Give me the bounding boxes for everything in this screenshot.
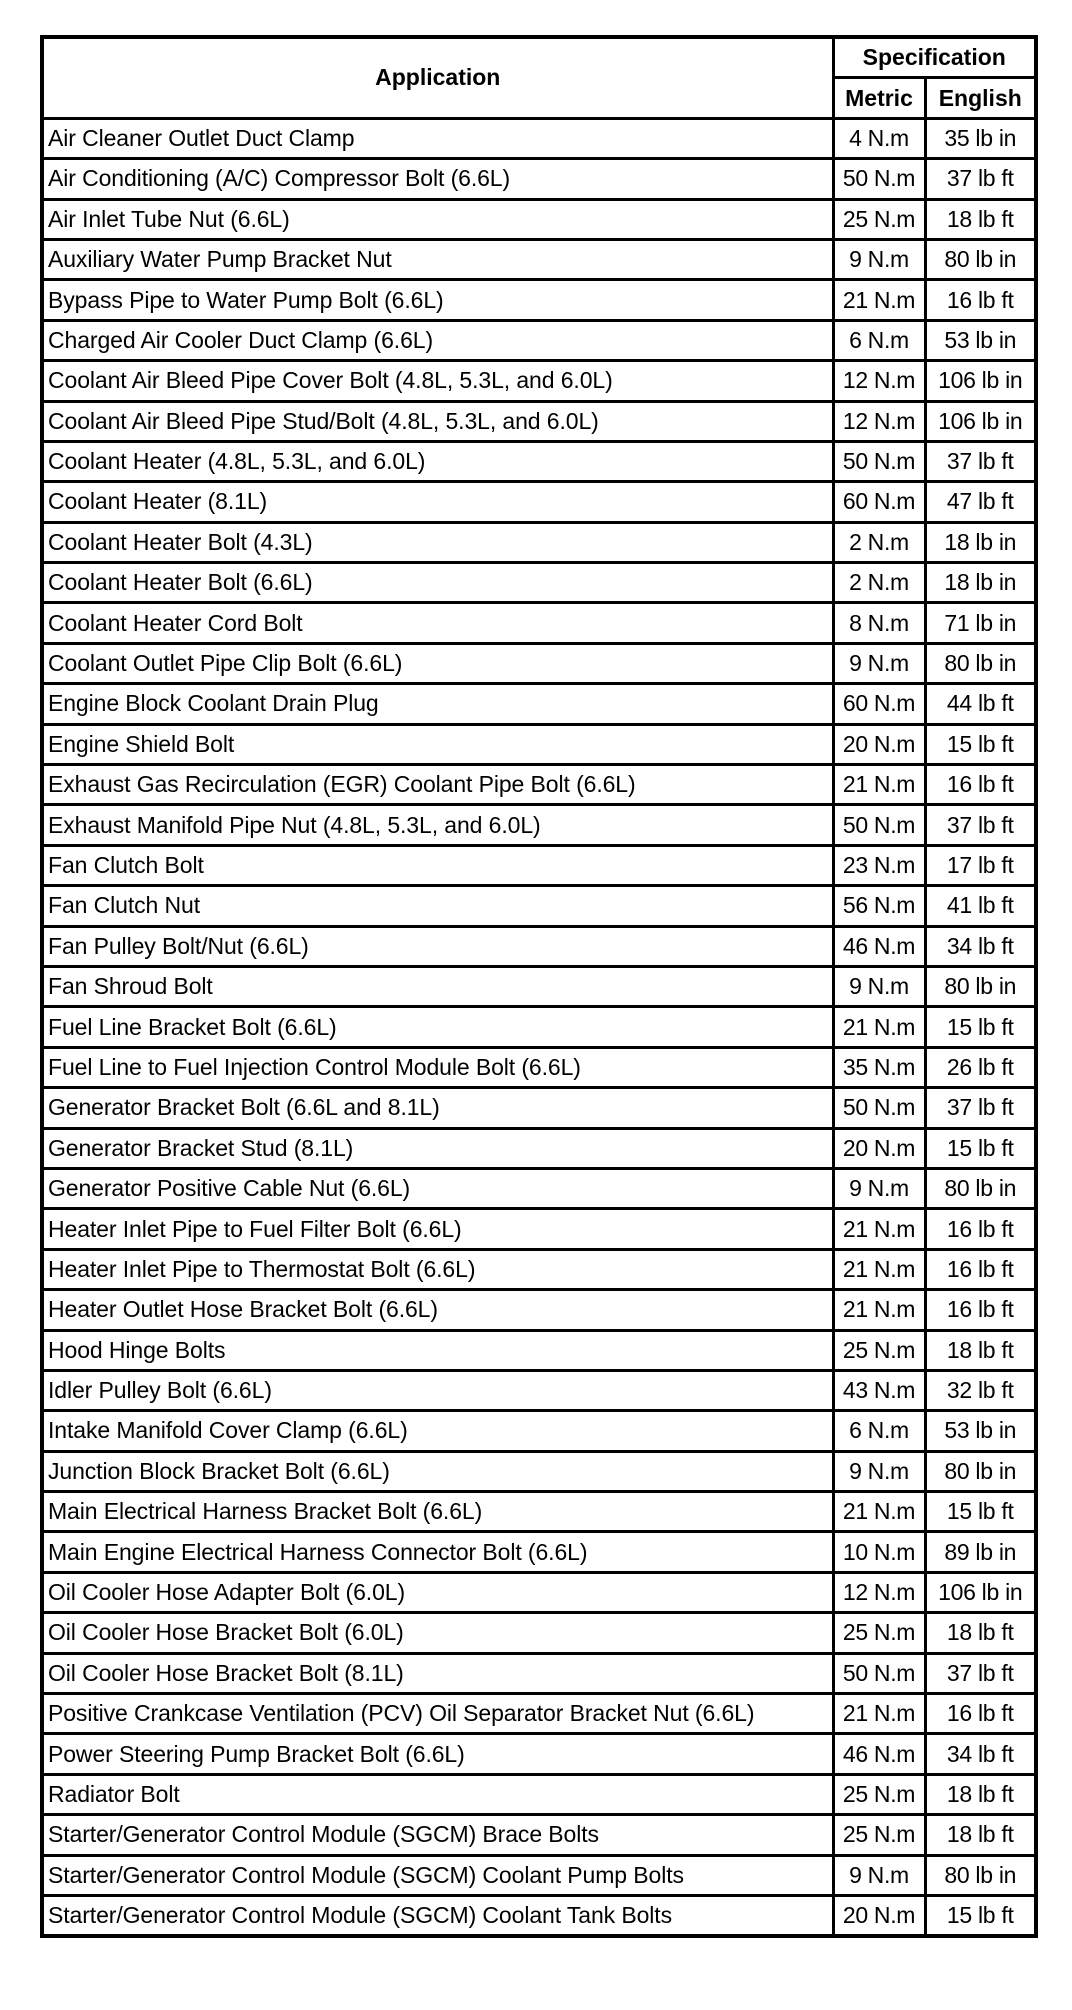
table-row <box>42 886 1036 926</box>
application-cell: Engine Block Coolant Drain Plug <box>42 684 833 724</box>
english-cell: 15 lb ft <box>925 1492 1036 1532</box>
application-cell: Fan Clutch Bolt <box>42 845 833 885</box>
english-cell: 80 lb in <box>925 1855 1036 1895</box>
application-cell: Hood Hinge Bolts <box>42 1330 833 1370</box>
metric-cell: 9 N.m <box>833 966 925 1006</box>
metric-cell: 35 N.m <box>833 1047 925 1087</box>
english-cell: 32 lb ft <box>925 1370 1036 1410</box>
table-row <box>42 845 1036 885</box>
torque-spec-table <box>40 35 1038 1938</box>
metric-cell: 12 N.m <box>833 1572 925 1612</box>
metric-cell: 50 N.m <box>833 159 925 199</box>
application-cell: Starter/Generator Control Module (SGCM) Coolant Pump Bolts <box>42 1855 833 1895</box>
english-cell: 26 lb ft <box>925 1047 1036 1087</box>
english-cell: 18 lb ft <box>925 199 1036 239</box>
english-cell: 37 lb ft <box>925 159 1036 199</box>
application-cell: Engine Shield Bolt <box>42 724 833 764</box>
table-row <box>42 1330 1036 1370</box>
metric-cell: 9 N.m <box>833 643 925 683</box>
metric-cell: 2 N.m <box>833 522 925 562</box>
english-cell: 53 lb in <box>925 1411 1036 1451</box>
application-cell: Fan Clutch Nut <box>42 886 833 926</box>
header-row-top <box>42 37 1036 78</box>
english-cell: 35 lb in <box>925 118 1036 158</box>
metric-cell: 21 N.m <box>833 280 925 320</box>
metric-cell: 50 N.m <box>833 1088 925 1128</box>
application-cell: Coolant Air Bleed Pipe Stud/Bolt (4.8L, 5.3L, and 6.0L) <box>42 401 833 441</box>
metric-cell: 6 N.m <box>833 320 925 360</box>
table-row <box>42 1047 1036 1087</box>
application-cell: Fan Pulley Bolt/Nut (6.6L) <box>42 926 833 966</box>
metric-cell: 20 N.m <box>833 1895 925 1936</box>
header-metric: Metric <box>833 78 925 118</box>
metric-cell: 46 N.m <box>833 926 925 966</box>
english-cell: 18 lb ft <box>925 1330 1036 1370</box>
application-cell: Oil Cooler Hose Adapter Bolt (6.0L) <box>42 1572 833 1612</box>
application-cell: Main Electrical Harness Bracket Bolt (6.6L) <box>42 1492 833 1532</box>
table-row <box>42 401 1036 441</box>
english-cell: 18 lb ft <box>925 1815 1036 1855</box>
table-row <box>42 441 1036 481</box>
table-row <box>42 765 1036 805</box>
english-cell: 37 lb ft <box>925 805 1036 845</box>
metric-cell: 56 N.m <box>833 886 925 926</box>
table-row <box>42 926 1036 966</box>
table-row <box>42 522 1036 562</box>
metric-cell: 50 N.m <box>833 805 925 845</box>
english-cell: 80 lb in <box>925 643 1036 683</box>
application-cell: Generator Positive Cable Nut (6.6L) <box>42 1168 833 1208</box>
table-row <box>42 1653 1036 1693</box>
english-cell: 53 lb in <box>925 320 1036 360</box>
application-cell: Power Steering Pump Bracket Bolt (6.6L) <box>42 1734 833 1774</box>
application-cell: Coolant Heater (8.1L) <box>42 482 833 522</box>
table-row <box>42 1774 1036 1814</box>
metric-cell: 25 N.m <box>833 1774 925 1814</box>
english-cell: 106 lb in <box>925 401 1036 441</box>
english-cell: 80 lb in <box>925 1451 1036 1491</box>
english-cell: 16 lb ft <box>925 1694 1036 1734</box>
english-cell: 15 lb ft <box>925 724 1036 764</box>
application-cell: Coolant Outlet Pipe Clip Bolt (6.6L) <box>42 643 833 683</box>
table-row <box>42 1855 1036 1895</box>
metric-cell: 2 N.m <box>833 563 925 603</box>
metric-cell: 20 N.m <box>833 1128 925 1168</box>
application-cell: Heater Inlet Pipe to Fuel Filter Bolt (6.6L) <box>42 1209 833 1249</box>
metric-cell: 21 N.m <box>833 1249 925 1289</box>
english-cell: 17 lb ft <box>925 845 1036 885</box>
english-cell: 80 lb in <box>925 239 1036 279</box>
table-row <box>42 1451 1036 1491</box>
table-row <box>42 118 1036 158</box>
application-cell: Positive Crankcase Ventilation (PCV) Oil Separator Bracket Nut (6.6L) <box>42 1694 833 1734</box>
metric-cell: 21 N.m <box>833 1290 925 1330</box>
metric-cell: 21 N.m <box>833 1007 925 1047</box>
table-row <box>42 361 1036 401</box>
table-row <box>42 805 1036 845</box>
application-cell: Intake Manifold Cover Clamp (6.6L) <box>42 1411 833 1451</box>
metric-cell: 46 N.m <box>833 1734 925 1774</box>
table-row <box>42 1734 1036 1774</box>
application-cell: Coolant Heater Bolt (4.3L) <box>42 522 833 562</box>
application-cell: Fuel Line Bracket Bolt (6.6L) <box>42 1007 833 1047</box>
application-cell: Generator Bracket Stud (8.1L) <box>42 1128 833 1168</box>
application-cell: Exhaust Manifold Pipe Nut (4.8L, 5.3L, and 6.0L) <box>42 805 833 845</box>
application-cell: Fan Shroud Bolt <box>42 966 833 1006</box>
metric-cell: 10 N.m <box>833 1532 925 1572</box>
metric-cell: 21 N.m <box>833 765 925 805</box>
application-cell: Charged Air Cooler Duct Clamp (6.6L) <box>42 320 833 360</box>
english-cell: 41 lb ft <box>925 886 1036 926</box>
table-row <box>42 1088 1036 1128</box>
english-cell: 106 lb in <box>925 361 1036 401</box>
application-cell: Coolant Heater Cord Bolt <box>42 603 833 643</box>
table-row <box>42 1532 1036 1572</box>
english-cell: 106 lb in <box>925 1572 1036 1612</box>
metric-cell: 20 N.m <box>833 724 925 764</box>
table-row <box>42 563 1036 603</box>
english-cell: 15 lb ft <box>925 1895 1036 1936</box>
metric-cell: 60 N.m <box>833 482 925 522</box>
table-row <box>42 643 1036 683</box>
metric-cell: 8 N.m <box>833 603 925 643</box>
metric-cell: 12 N.m <box>833 361 925 401</box>
application-cell: Air Inlet Tube Nut (6.6L) <box>42 199 833 239</box>
table-row <box>42 482 1036 522</box>
metric-cell: 50 N.m <box>833 1653 925 1693</box>
metric-cell: 50 N.m <box>833 441 925 481</box>
metric-cell: 25 N.m <box>833 1613 925 1653</box>
header-english: English <box>925 78 1036 118</box>
application-cell: Radiator Bolt <box>42 1774 833 1814</box>
english-cell: 71 lb in <box>925 603 1036 643</box>
metric-cell: 23 N.m <box>833 845 925 885</box>
metric-cell: 9 N.m <box>833 239 925 279</box>
table-row <box>42 1694 1036 1734</box>
english-cell: 16 lb ft <box>925 1249 1036 1289</box>
english-cell: 44 lb ft <box>925 684 1036 724</box>
application-cell: Main Engine Electrical Harness Connector Bolt (6.6L) <box>42 1532 833 1572</box>
english-cell: 37 lb ft <box>925 1088 1036 1128</box>
english-cell: 18 lb in <box>925 522 1036 562</box>
table-row <box>42 724 1036 764</box>
metric-cell: 4 N.m <box>833 118 925 158</box>
table-row <box>42 1168 1036 1208</box>
application-cell: Auxiliary Water Pump Bracket Nut <box>42 239 833 279</box>
application-cell: Idler Pulley Bolt (6.6L) <box>42 1370 833 1410</box>
metric-cell: 25 N.m <box>833 199 925 239</box>
application-cell: Coolant Air Bleed Pipe Cover Bolt (4.8L, 5.3L, and 6.0L) <box>42 361 833 401</box>
english-cell: 16 lb ft <box>925 1209 1036 1249</box>
english-cell: 37 lb ft <box>925 441 1036 481</box>
english-cell: 89 lb in <box>925 1532 1036 1572</box>
table-row <box>42 1249 1036 1289</box>
application-cell: Generator Bracket Bolt (6.6L and 8.1L) <box>42 1088 833 1128</box>
metric-cell: 21 N.m <box>833 1209 925 1249</box>
application-cell: Coolant Heater (4.8L, 5.3L, and 6.0L) <box>42 441 833 481</box>
table-row <box>42 280 1036 320</box>
table-row <box>42 1613 1036 1653</box>
english-cell: 18 lb ft <box>925 1774 1036 1814</box>
application-cell: Exhaust Gas Recirculation (EGR) Coolant Pipe Bolt (6.6L) <box>42 765 833 805</box>
english-cell: 37 lb ft <box>925 1653 1036 1693</box>
table-header <box>42 37 1036 118</box>
english-cell: 47 lb ft <box>925 482 1036 522</box>
english-cell: 80 lb in <box>925 966 1036 1006</box>
metric-cell: 9 N.m <box>833 1855 925 1895</box>
application-cell: Bypass Pipe to Water Pump Bolt (6.6L) <box>42 280 833 320</box>
table-body <box>42 118 1036 1936</box>
english-cell: 18 lb in <box>925 563 1036 603</box>
table-row <box>42 1007 1036 1047</box>
header-specification: Specification <box>833 37 1036 78</box>
table-row <box>42 1209 1036 1249</box>
metric-cell: 21 N.m <box>833 1492 925 1532</box>
application-cell: Starter/Generator Control Module (SGCM) Brace Bolts <box>42 1815 833 1855</box>
table-row <box>42 603 1036 643</box>
english-cell: 80 lb in <box>925 1168 1036 1208</box>
metric-cell: 25 N.m <box>833 1815 925 1855</box>
table-row <box>42 159 1036 199</box>
metric-cell: 21 N.m <box>833 1694 925 1734</box>
table-row <box>42 1815 1036 1855</box>
metric-cell: 6 N.m <box>833 1411 925 1451</box>
metric-cell: 25 N.m <box>833 1330 925 1370</box>
application-cell: Heater Outlet Hose Bracket Bolt (6.6L) <box>42 1290 833 1330</box>
english-cell: 34 lb ft <box>925 1734 1036 1774</box>
table-row <box>42 1411 1036 1451</box>
english-cell: 16 lb ft <box>925 1290 1036 1330</box>
table-row <box>42 1895 1036 1936</box>
metric-cell: 9 N.m <box>833 1451 925 1491</box>
table-row <box>42 1290 1036 1330</box>
application-cell: Fuel Line to Fuel Injection Control Module Bolt (6.6L) <box>42 1047 833 1087</box>
application-cell: Coolant Heater Bolt (6.6L) <box>42 563 833 603</box>
application-cell: Air Cleaner Outlet Duct Clamp <box>42 118 833 158</box>
table-row <box>42 1370 1036 1410</box>
table-row <box>42 1572 1036 1612</box>
application-cell: Oil Cooler Hose Bracket Bolt (6.0L) <box>42 1613 833 1653</box>
table-row <box>42 320 1036 360</box>
application-cell: Oil Cooler Hose Bracket Bolt (8.1L) <box>42 1653 833 1693</box>
table-row <box>42 1492 1036 1532</box>
table-row <box>42 684 1036 724</box>
application-cell: Junction Block Bracket Bolt (6.6L) <box>42 1451 833 1491</box>
metric-cell: 9 N.m <box>833 1168 925 1208</box>
header-application: Application <box>42 37 833 118</box>
application-cell: Starter/Generator Control Module (SGCM) Coolant Tank Bolts <box>42 1895 833 1936</box>
english-cell: 18 lb ft <box>925 1613 1036 1653</box>
english-cell: 15 lb ft <box>925 1007 1036 1047</box>
english-cell: 15 lb ft <box>925 1128 1036 1168</box>
application-cell: Air Conditioning (A/C) Compressor Bolt (6.6L) <box>42 159 833 199</box>
english-cell: 16 lb ft <box>925 280 1036 320</box>
table-row <box>42 239 1036 279</box>
application-cell: Heater Inlet Pipe to Thermostat Bolt (6.6L) <box>42 1249 833 1289</box>
english-cell: 16 lb ft <box>925 765 1036 805</box>
metric-cell: 43 N.m <box>833 1370 925 1410</box>
metric-cell: 12 N.m <box>833 401 925 441</box>
table-row <box>42 199 1036 239</box>
metric-cell: 60 N.m <box>833 684 925 724</box>
table-row <box>42 966 1036 1006</box>
table-row <box>42 1128 1036 1168</box>
english-cell: 34 lb ft <box>925 926 1036 966</box>
